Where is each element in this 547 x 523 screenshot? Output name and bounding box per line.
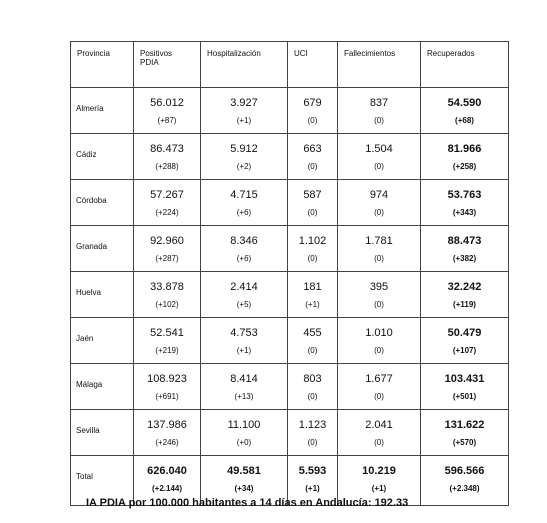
positivos-delta: (+288) bbox=[155, 162, 179, 171]
positivos-cell bbox=[134, 318, 201, 364]
recuperados-cell bbox=[421, 226, 509, 272]
fallecimientos-delta: (0) bbox=[374, 116, 384, 125]
hospitalizacion-cell bbox=[201, 364, 288, 410]
fallecimientos-cell bbox=[338, 134, 421, 180]
fallecimientos-delta: (0) bbox=[374, 346, 384, 355]
hospitalizacion-delta: (+13) bbox=[234, 392, 254, 401]
recuperados-delta: (+258) bbox=[452, 162, 477, 171]
table-row bbox=[71, 410, 509, 456]
uci-value: 1.123 bbox=[298, 419, 327, 431]
fallecimientos-value: 837 bbox=[369, 97, 389, 109]
fallecimientos-delta: (0) bbox=[374, 162, 384, 171]
fallecimientos-value: 1.010 bbox=[365, 327, 393, 339]
fallecimientos-value: 10.219 bbox=[362, 465, 396, 477]
recuperados-delta: (+343) bbox=[452, 208, 477, 217]
fallecimientos-cell bbox=[338, 180, 421, 226]
provincia-cell: Huelva bbox=[71, 272, 134, 318]
header-positivos: Positivos PDIA bbox=[134, 42, 201, 88]
uci-cell bbox=[288, 410, 338, 456]
positivos-delta: (+287) bbox=[155, 254, 179, 263]
hospitalizacion-cell bbox=[201, 226, 288, 272]
recuperados-delta: (+68) bbox=[455, 116, 474, 125]
recuperados-delta: (+107) bbox=[452, 346, 477, 355]
recuperados-value: 88.473 bbox=[447, 235, 482, 247]
positivos-delta: (+246) bbox=[155, 438, 179, 447]
hospitalizacion-delta: (+34) bbox=[234, 484, 254, 493]
positivos-cell bbox=[134, 226, 201, 272]
fallecimientos-delta: (+1) bbox=[371, 484, 387, 493]
positivos-value: 137.986 bbox=[147, 419, 187, 431]
recuperados-value: 32.242 bbox=[447, 281, 482, 293]
positivos-value: 57.267 bbox=[150, 189, 184, 201]
hospitalizacion-cell bbox=[201, 88, 288, 134]
hospitalizacion-delta: (+6) bbox=[236, 254, 252, 263]
provincia-cell: Jaén bbox=[71, 318, 134, 364]
recuperados-delta: (+570) bbox=[452, 438, 477, 447]
provincia-cell: Granada bbox=[71, 226, 134, 272]
hospitalizacion-cell bbox=[201, 318, 288, 364]
positivos-value: 52.541 bbox=[150, 327, 184, 339]
uci-delta: (0) bbox=[307, 254, 318, 263]
recuperados-cell bbox=[421, 134, 509, 180]
table-row bbox=[71, 272, 509, 318]
hospitalizacion-delta: (+6) bbox=[236, 208, 252, 217]
fallecimientos-value: 1.781 bbox=[365, 235, 393, 247]
table-row bbox=[71, 226, 509, 272]
provincia-cell: Sevilla bbox=[71, 410, 134, 456]
recuperados-delta: (+119) bbox=[453, 300, 476, 309]
uci-delta: (0) bbox=[307, 116, 318, 125]
header-uci: UCI bbox=[288, 42, 338, 88]
recuperados-value: 53.763 bbox=[447, 189, 482, 201]
positivos-delta: (+102) bbox=[155, 300, 179, 309]
fallecimientos-cell bbox=[338, 318, 421, 364]
hospitalizacion-delta: (+0) bbox=[236, 438, 252, 447]
fallecimientos-cell bbox=[338, 226, 421, 272]
positivos-value: 56.012 bbox=[150, 97, 184, 109]
hospitalizacion-delta: (+2) bbox=[236, 162, 252, 171]
fallecimientos-value: 2.041 bbox=[365, 419, 393, 431]
recuperados-cell bbox=[421, 180, 509, 226]
table-header-row bbox=[71, 42, 509, 88]
uci-cell bbox=[288, 180, 338, 226]
positivos-value: 86.473 bbox=[150, 143, 184, 155]
fallecimientos-value: 395 bbox=[369, 281, 389, 293]
uci-cell bbox=[288, 318, 338, 364]
recuperados-delta: (+382) bbox=[452, 254, 477, 263]
positivos-delta: (+219) bbox=[155, 346, 179, 355]
uci-cell bbox=[288, 226, 338, 272]
recuperados-cell bbox=[421, 88, 509, 134]
positivos-value: 108.923 bbox=[147, 373, 187, 385]
provincia-cell: Total bbox=[71, 456, 134, 506]
positivos-value: 33.878 bbox=[150, 281, 184, 293]
positivos-delta: (+87) bbox=[157, 116, 177, 125]
recuperados-cell bbox=[421, 364, 509, 410]
uci-value: 1.102 bbox=[298, 235, 327, 247]
positivos-value: 626.040 bbox=[147, 465, 187, 477]
recuperados-cell bbox=[421, 272, 509, 318]
fallecimientos-delta: (0) bbox=[374, 300, 384, 309]
uci-cell bbox=[288, 134, 338, 180]
recuperados-value: 596.566 bbox=[444, 465, 485, 477]
positivos-cell bbox=[134, 410, 201, 456]
header-fallecimientos: Fallecimientos bbox=[338, 42, 421, 88]
uci-delta: (+1) bbox=[305, 484, 320, 493]
hospitalizacion-delta: (+1) bbox=[236, 116, 252, 125]
fallecimientos-delta: (0) bbox=[374, 392, 384, 401]
hospitalizacion-value: 3.927 bbox=[230, 97, 258, 109]
recuperados-value: 103.431 bbox=[444, 373, 485, 385]
provincia-cell: Córdoba bbox=[71, 180, 134, 226]
uci-delta: (+1) bbox=[305, 300, 320, 309]
hospitalizacion-cell bbox=[201, 180, 288, 226]
table-row bbox=[71, 364, 509, 410]
hospitalizacion-value: 49.581 bbox=[227, 465, 261, 477]
table-row bbox=[71, 134, 509, 180]
uci-value: 803 bbox=[303, 373, 322, 385]
recuperados-cell bbox=[421, 410, 509, 456]
hospitalizacion-value: 8.414 bbox=[230, 373, 258, 385]
fallecimientos-delta: (0) bbox=[374, 208, 384, 217]
uci-value: 679 bbox=[303, 97, 322, 109]
fallecimientos-cell bbox=[338, 364, 421, 410]
hospitalizacion-cell bbox=[201, 134, 288, 180]
uci-cell bbox=[288, 364, 338, 410]
recuperados-delta: (+2.348) bbox=[449, 484, 480, 493]
covid-data-table-container bbox=[70, 41, 509, 506]
positivos-cell bbox=[134, 364, 201, 410]
table-row bbox=[71, 88, 509, 134]
positivos-cell bbox=[134, 272, 201, 318]
header-recuperados: Recuperados bbox=[421, 42, 509, 88]
hospitalizacion-value: 8.346 bbox=[230, 235, 258, 247]
fallecimientos-value: 1.677 bbox=[365, 373, 393, 385]
hospitalizacion-value: 11.100 bbox=[227, 419, 261, 431]
provincia-cell: Cádiz bbox=[71, 134, 134, 180]
hospitalizacion-value: 5.912 bbox=[230, 143, 258, 155]
fallecimientos-delta: (0) bbox=[374, 254, 384, 263]
uci-cell bbox=[288, 88, 338, 134]
positivos-cell bbox=[134, 180, 201, 226]
positivos-cell bbox=[134, 134, 201, 180]
table-body bbox=[71, 88, 509, 506]
table-row bbox=[71, 180, 509, 226]
positivos-cell bbox=[134, 88, 201, 134]
header-provincia: Provincia bbox=[71, 42, 134, 88]
fallecimientos-value: 974 bbox=[369, 189, 389, 201]
provincia-cell: Almería bbox=[71, 88, 134, 134]
recuperados-value: 50.479 bbox=[447, 327, 482, 339]
recuperados-value: 81.966 bbox=[447, 143, 482, 155]
uci-delta: (0) bbox=[307, 346, 318, 355]
hospitalizacion-value: 4.753 bbox=[230, 327, 258, 339]
table-row bbox=[71, 318, 509, 364]
hospitalizacion-value: 2.414 bbox=[230, 281, 258, 293]
hospitalizacion-cell bbox=[201, 410, 288, 456]
recuperados-cell bbox=[421, 456, 509, 506]
uci-value: 181 bbox=[303, 281, 322, 293]
recuperados-delta: (+501) bbox=[452, 392, 477, 401]
positivos-delta: (+224) bbox=[155, 208, 179, 217]
uci-delta: (0) bbox=[307, 392, 318, 401]
hospitalizacion-delta: (+1) bbox=[236, 346, 252, 355]
positivos-delta: (+691) bbox=[155, 392, 179, 401]
uci-delta: (0) bbox=[307, 438, 318, 447]
recuperados-value: 131.622 bbox=[444, 419, 485, 431]
uci-cell bbox=[288, 272, 338, 318]
fallecimientos-cell bbox=[338, 410, 421, 456]
hospitalizacion-delta: (+5) bbox=[236, 300, 252, 309]
fallecimientos-value: 1.504 bbox=[365, 143, 393, 155]
uci-value: 587 bbox=[303, 189, 322, 201]
positivos-value: 92.960 bbox=[150, 235, 184, 247]
uci-delta: (0) bbox=[307, 162, 318, 171]
uci-value: 663 bbox=[303, 143, 322, 155]
uci-value: 455 bbox=[303, 327, 322, 339]
fallecimientos-cell bbox=[338, 272, 421, 318]
uci-delta: (0) bbox=[307, 208, 318, 217]
recuperados-cell bbox=[421, 318, 509, 364]
hospitalizacion-cell bbox=[201, 272, 288, 318]
recuperados-value: 54.590 bbox=[447, 97, 482, 109]
fallecimientos-delta: (0) bbox=[374, 438, 384, 447]
provincia-cell: Málaga bbox=[71, 364, 134, 410]
positivos-delta: (+2.144) bbox=[151, 484, 183, 493]
fallecimientos-cell bbox=[338, 88, 421, 134]
covid-data-table bbox=[70, 41, 509, 506]
uci-value: 5.593 bbox=[298, 465, 327, 477]
footer-note: IA PDIA por 100.000 habitantes a 14 días en Andalucía: 192.33 bbox=[86, 497, 409, 509]
header-hospitalizacion: Hospitalización bbox=[201, 42, 288, 88]
hospitalizacion-value: 4.715 bbox=[230, 189, 258, 201]
